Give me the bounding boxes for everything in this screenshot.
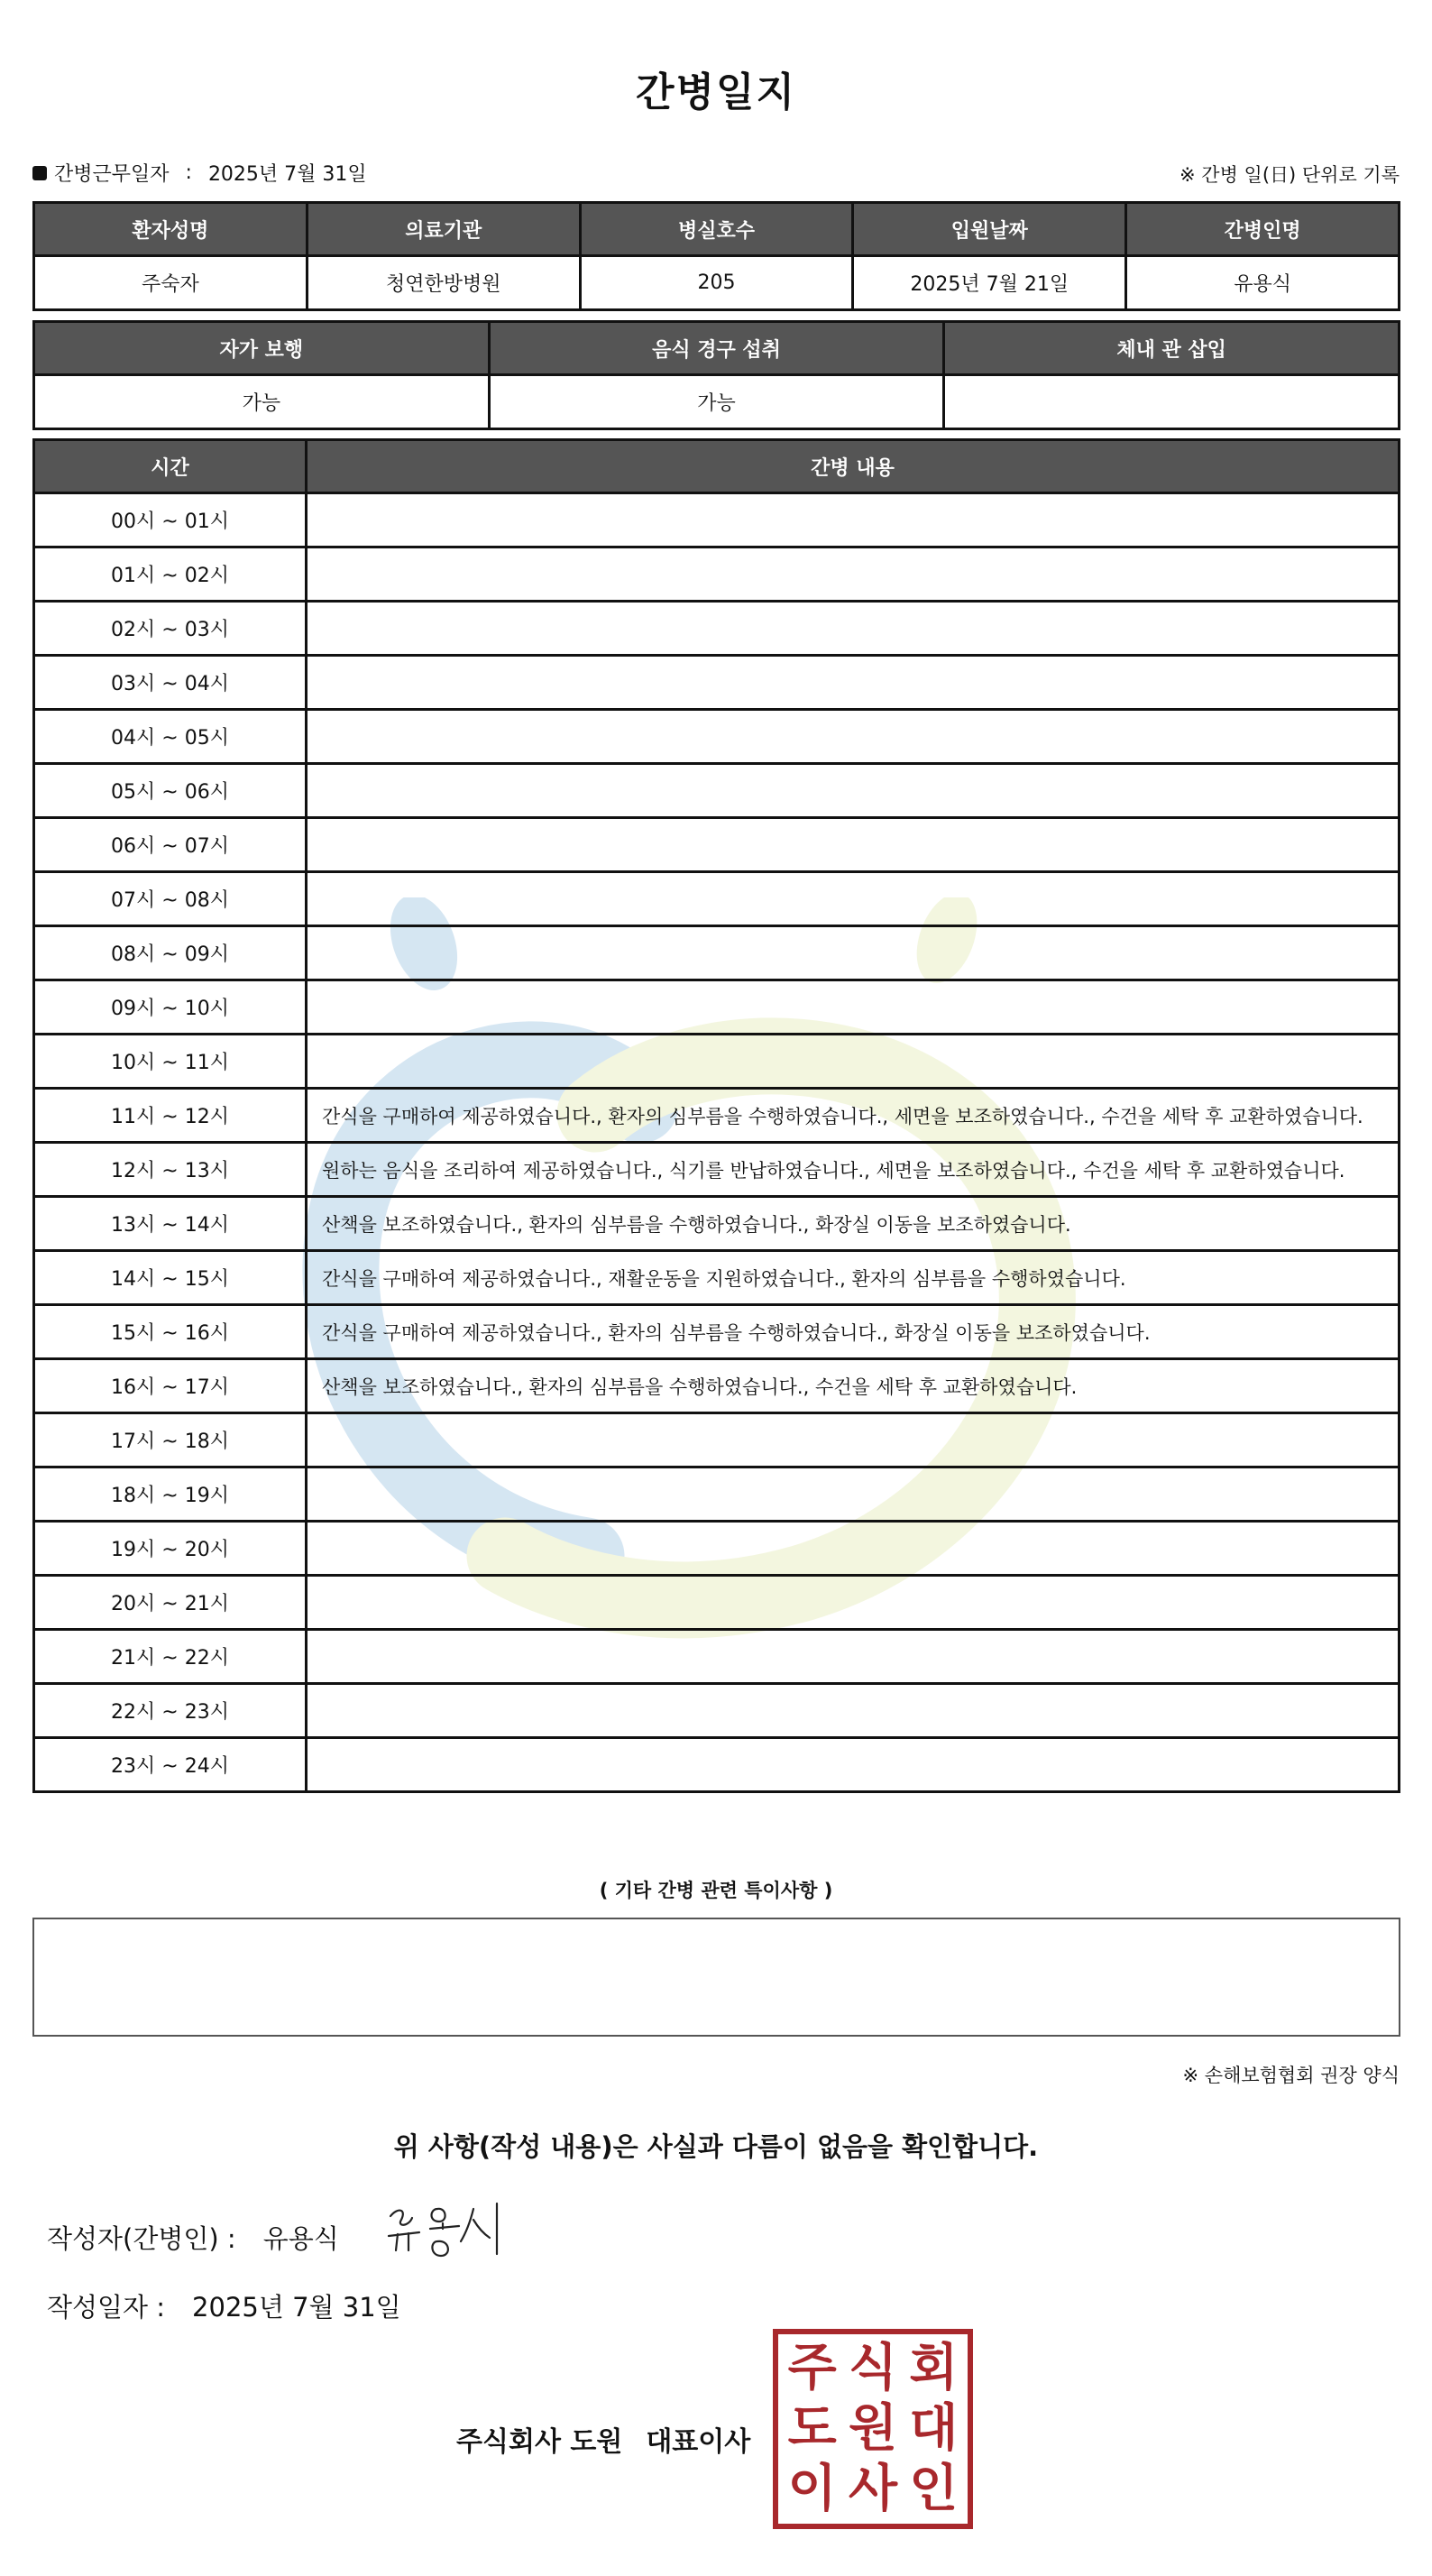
table-row	[34, 1684, 1400, 1738]
header-admission-date: 입원날짜	[853, 203, 1126, 256]
care-content	[307, 1684, 1400, 1738]
write-date-value: 2025년 7월 31일	[192, 2292, 401, 2323]
care-content	[307, 710, 1400, 764]
time-slot: 04시 ~ 05시	[34, 710, 307, 764]
care-log-table	[32, 438, 1400, 1793]
time-slot: 12시 ~ 13시	[34, 1143, 307, 1197]
work-date	[32, 159, 367, 187]
patient-name: 주숙자	[34, 256, 308, 310]
time-slot: 09시 ~ 10시	[34, 980, 307, 1035]
care-content	[307, 547, 1400, 602]
table-row	[34, 926, 1400, 980]
time-slot: 20시 ~ 21시	[34, 1576, 307, 1630]
table-row	[34, 1738, 1400, 1792]
header-institution: 의료기관	[307, 203, 580, 256]
time-slot: 07시 ~ 08시	[34, 872, 307, 926]
table-row	[34, 1630, 1400, 1684]
time-slot: 03시 ~ 04시	[34, 656, 307, 710]
work-date-label: 간병근무일자	[54, 163, 170, 186]
time-slot: 05시 ~ 06시	[34, 764, 307, 818]
header-patient-name: 환자성명	[34, 203, 308, 256]
patient-info-table	[32, 201, 1400, 311]
time-slot: 18시 ~ 19시	[34, 1467, 307, 1522]
time-slot: 01시 ~ 02시	[34, 547, 307, 602]
page-title: 간병일지	[635, 69, 796, 115]
care-content	[307, 1467, 1400, 1522]
table-row	[34, 547, 1400, 602]
header-tube-insertion: 체내 관 삽입	[944, 322, 1400, 375]
oral-intake-value: 가능	[489, 375, 944, 429]
care-content	[307, 818, 1400, 872]
time-slot: 02시 ~ 03시	[34, 602, 307, 656]
header-time: 시간	[34, 440, 307, 493]
company-title: 대표이사	[646, 2426, 751, 2458]
table-row	[34, 980, 1400, 1035]
time-slot: 10시 ~ 11시	[34, 1035, 307, 1089]
company-name: 주식회사 도원	[456, 2426, 623, 2458]
table-row	[34, 1305, 1400, 1359]
care-content: 원하는 음식을 조리하여 제공하였습니다., 식기를 반납하였습니다., 세면을 보조하였습니다., 수건을 세탁 후 교환하였습니다.	[307, 1143, 1400, 1197]
header-room: 병실호수	[580, 203, 853, 256]
time-slot: 23시 ~ 24시	[34, 1738, 307, 1792]
table-row	[34, 1522, 1400, 1576]
care-content	[307, 764, 1400, 818]
time-slot: 22시 ~ 23시	[34, 1684, 307, 1738]
care-content	[307, 1035, 1400, 1089]
writer-line	[47, 2219, 339, 2256]
time-slot: 00시 ~ 01시	[34, 493, 307, 547]
care-content	[307, 602, 1400, 656]
table-row	[34, 1467, 1400, 1522]
header-oral-intake: 음식 경구 섭취	[489, 322, 944, 375]
writer-label: 작성자(간병인) :	[47, 2223, 236, 2254]
time-slot: 17시 ~ 18시	[34, 1413, 307, 1467]
time-slot: 21시 ~ 22시	[34, 1630, 307, 1684]
extra-notes-box	[32, 1918, 1400, 2037]
care-content	[307, 656, 1400, 710]
caregiver-name: 유용식	[1126, 256, 1400, 310]
company-seal: 주 식 회 도 원 대 이 사 인	[773, 2329, 973, 2529]
admission-date: 2025년 7월 21일	[853, 256, 1126, 310]
header-self-walking: 자가 보행	[34, 322, 490, 375]
table-row	[34, 1143, 1400, 1197]
patient-status-table	[32, 320, 1400, 430]
room-number: 205	[580, 256, 853, 310]
table-row	[34, 602, 1400, 656]
table-row	[34, 1251, 1400, 1305]
table-row	[34, 764, 1400, 818]
write-date-label: 작성일자 :	[47, 2292, 166, 2323]
table-row	[34, 1359, 1400, 1413]
time-slot: 08시 ~ 09시	[34, 926, 307, 980]
care-content	[307, 1630, 1400, 1684]
association-note: ※ 손해보험협회 권장 양식	[1182, 2065, 1400, 2086]
table-row	[34, 710, 1400, 764]
time-slot: 14시 ~ 15시	[34, 1251, 307, 1305]
time-slot: 06시 ~ 07시	[34, 818, 307, 872]
writer-name: 유용식	[262, 2223, 339, 2254]
table-row	[34, 1089, 1400, 1143]
table-row	[34, 1413, 1400, 1467]
header-caregiver-name: 간병인명	[1126, 203, 1400, 256]
time-slot: 13시 ~ 14시	[34, 1197, 307, 1251]
care-content: 간식을 구매하여 제공하였습니다., 환자의 심부름을 수행하였습니다., 세면을 보조하였습니다., 수건을 세탁 후 교환하였습니다.	[307, 1089, 1400, 1143]
company-line	[456, 2419, 750, 2459]
time-slot: 15시 ~ 16시	[34, 1305, 307, 1359]
care-content	[307, 872, 1400, 926]
work-date-value: 2025년 7월 31일	[207, 163, 367, 186]
table-row	[34, 493, 1400, 547]
care-log-body	[34, 493, 1400, 1792]
care-content: 간식을 구매하여 제공하였습니다., 환자의 심부름을 수행하였습니다., 화장실 이동을 보조하였습니다.	[307, 1305, 1400, 1359]
table-row	[34, 818, 1400, 872]
self-walking-value: 가능	[34, 375, 490, 429]
work-date-separator: :	[185, 161, 192, 184]
care-content	[307, 980, 1400, 1035]
table-row	[34, 656, 1400, 710]
header-care-content: 간병 내용	[307, 440, 1400, 493]
table-row	[34, 872, 1400, 926]
write-date-line	[47, 2287, 401, 2324]
square-bullet-icon	[32, 166, 47, 180]
care-content	[307, 1413, 1400, 1467]
tube-insertion-value	[944, 375, 1400, 429]
care-content	[307, 1522, 1400, 1576]
care-content	[307, 493, 1400, 547]
daily-record-note: ※ 간병 일(日) 단위로 기록	[1180, 164, 1400, 186]
care-content	[307, 1576, 1400, 1630]
time-slot: 16시 ~ 17시	[34, 1359, 307, 1413]
care-content	[307, 926, 1400, 980]
confirmation-statement: 위 사항(작성 내용)은 사실과 다름이 없음을 확인합니다.	[393, 2131, 1039, 2162]
table-row	[34, 1197, 1400, 1251]
handwritten-signature	[383, 2196, 514, 2264]
table-row	[34, 1576, 1400, 1630]
care-content: 산책을 보조하였습니다., 환자의 심부름을 수행하였습니다., 수건을 세탁 후 교환하였습니다.	[307, 1359, 1400, 1413]
care-content: 간식을 구매하여 제공하였습니다., 재활운동을 지원하였습니다., 환자의 심부름을 수행하였습니다.	[307, 1251, 1400, 1305]
care-content	[307, 1738, 1400, 1792]
time-slot: 19시 ~ 20시	[34, 1522, 307, 1576]
institution: 청연한방병원	[307, 256, 580, 310]
time-slot: 11시 ~ 12시	[34, 1089, 307, 1143]
extra-notes-title: ( 기타 간병 관련 특이사항 )	[599, 1880, 833, 1901]
table-row	[34, 1035, 1400, 1089]
care-content: 산책을 보조하였습니다., 환자의 심부름을 수행하였습니다., 화장실 이동을 보조하였습니다.	[307, 1197, 1400, 1251]
